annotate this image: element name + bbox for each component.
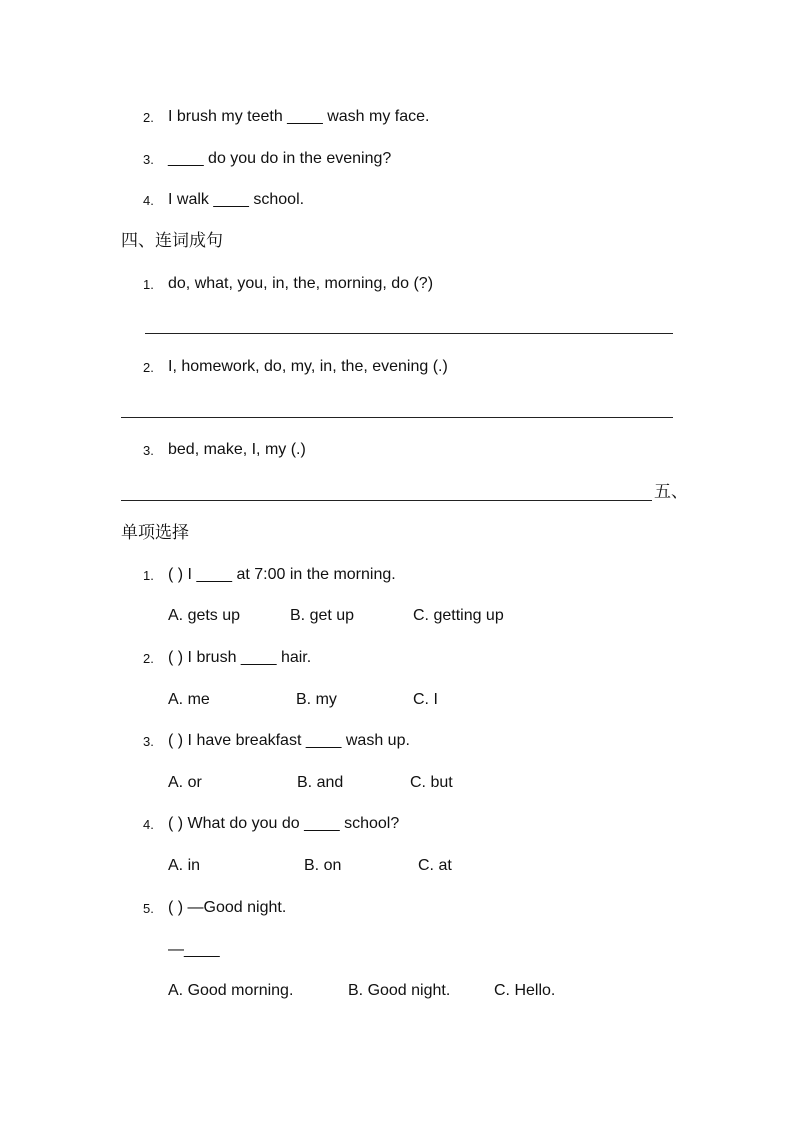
item-number: 1. [143,277,154,292]
item-number: 3. [143,734,154,749]
dialogue-reply: —____ [168,941,220,958]
option-b: B. and [297,774,344,791]
option-c: C. getting up [413,607,504,624]
answer-line [121,417,673,418]
item-text: ( ) I have breakfast ____ wash up. [168,732,410,749]
option-c: C. I [413,691,438,708]
item-number: 4. [143,193,154,208]
section-heading-sentence-building: 四、连词成句 [121,231,223,251]
section-heading-multiple-choice: 单项选择 [121,523,189,543]
item-text: ( ) —Good night. [168,899,287,916]
option-b: B. get up [290,607,355,624]
item-text: I brush my teeth ____ wash my face. [168,108,430,125]
item-number: 2. [143,360,154,375]
answer-line [121,500,652,501]
item-number: 3. [143,443,154,458]
option-a: A. me [168,691,210,708]
item-text: ( ) I ____ at 7:00 in the morning. [168,566,396,583]
answer-line [145,333,673,334]
option-b: B. my [296,691,337,708]
item-number: 2. [143,651,154,666]
option-a: A. or [168,774,202,791]
option-c: C. Hello. [494,982,556,999]
item-text: I, homework, do, my, in, the, evening (.) [168,358,448,375]
item-text: ( ) What do you do ____ school? [168,815,400,832]
section-heading-number: 五、 [654,482,688,502]
item-number: 1. [143,568,154,583]
option-b: B. on [304,857,342,874]
item-number: 5. [143,901,154,916]
option-a: A. in [168,857,201,874]
item-text: ____ do you do in the evening? [168,150,392,167]
option-c: C. at [418,857,452,874]
option-a: A. Good morning. [168,982,294,999]
item-number: 2. [143,110,154,125]
item-text: I walk ____ school. [168,191,305,208]
option-b: B. Good night. [348,982,451,999]
item-text: bed, make, I, my (.) [168,441,306,458]
item-number: 4. [143,817,154,832]
item-text: ( ) I brush ____ hair. [168,649,312,666]
option-a: A. gets up [168,607,241,624]
item-number: 3. [143,152,154,167]
option-c: C. but [410,774,453,791]
item-text: do, what, you, in, the, morning, do (?) [168,275,434,292]
